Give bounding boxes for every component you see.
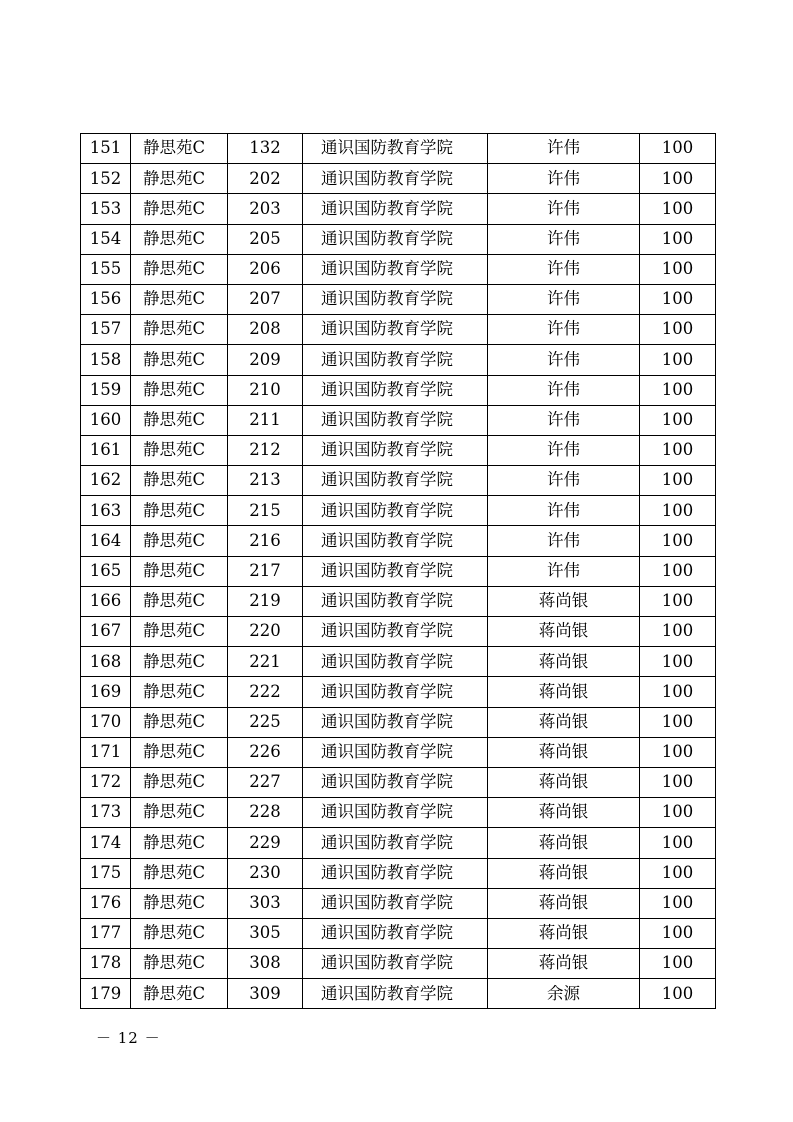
score-cell: 100	[640, 164, 716, 194]
building-cell: 静思苑C	[131, 798, 228, 828]
college-cell: 通识国防教育学院	[303, 677, 488, 707]
row-number-cell: 163	[81, 496, 131, 526]
room-number-cell: 228	[228, 798, 303, 828]
college-cell: 通识国防教育学院	[303, 526, 488, 556]
room-number-cell: 222	[228, 677, 303, 707]
room-number-cell: 202	[228, 164, 303, 194]
room-number-cell: 229	[228, 828, 303, 858]
college-cell: 通识国防教育学院	[303, 828, 488, 858]
building-cell: 静思苑C	[131, 586, 228, 616]
room-number-cell: 209	[228, 345, 303, 375]
row-number-cell: 167	[81, 617, 131, 647]
table-row	[81, 677, 716, 707]
score-cell: 100	[640, 224, 716, 254]
college-cell: 通识国防教育学院	[303, 858, 488, 888]
table-row	[81, 405, 716, 435]
college-cell: 通识国防教育学院	[303, 647, 488, 677]
college-cell: 通识国防教育学院	[303, 617, 488, 647]
table-row	[81, 194, 716, 224]
row-number-cell: 168	[81, 647, 131, 677]
row-number-cell: 169	[81, 677, 131, 707]
row-number-cell: 176	[81, 888, 131, 918]
responsible-person-cell: 蒋尚银	[488, 677, 640, 707]
college-cell: 通识国防教育学院	[303, 315, 488, 345]
score-cell: 100	[640, 647, 716, 677]
score-cell: 100	[640, 888, 716, 918]
row-number-cell: 174	[81, 828, 131, 858]
row-number-cell: 160	[81, 405, 131, 435]
building-cell: 静思苑C	[131, 647, 228, 677]
row-number-cell: 155	[81, 254, 131, 284]
building-cell: 静思苑C	[131, 707, 228, 737]
score-cell: 100	[640, 556, 716, 586]
room-number-cell: 220	[228, 617, 303, 647]
responsible-person-cell: 许伟	[488, 284, 640, 314]
room-number-cell: 308	[228, 949, 303, 979]
building-cell: 静思苑C	[131, 194, 228, 224]
table-row	[81, 888, 716, 918]
table-row	[81, 526, 716, 556]
responsible-person-cell: 许伟	[488, 466, 640, 496]
row-number-cell: 153	[81, 194, 131, 224]
score-cell: 100	[640, 526, 716, 556]
room-number-cell: 230	[228, 858, 303, 888]
score-cell: 100	[640, 949, 716, 979]
room-number-cell: 305	[228, 918, 303, 948]
table-row	[81, 254, 716, 284]
responsible-person-cell: 蒋尚银	[488, 707, 640, 737]
responsible-person-cell: 余源	[488, 979, 640, 1009]
room-number-cell: 225	[228, 707, 303, 737]
college-cell: 通识国防教育学院	[303, 918, 488, 948]
responsible-person-cell: 蒋尚银	[488, 918, 640, 948]
college-cell: 通识国防教育学院	[303, 707, 488, 737]
row-number-cell: 172	[81, 767, 131, 797]
room-number-cell: 213	[228, 466, 303, 496]
table-body	[81, 134, 716, 1009]
score-cell: 100	[640, 617, 716, 647]
college-cell: 通识国防教育学院	[303, 466, 488, 496]
responsible-person-cell: 蒋尚银	[488, 798, 640, 828]
responsible-person-cell: 许伟	[488, 435, 640, 465]
building-cell: 静思苑C	[131, 888, 228, 918]
table-row	[81, 375, 716, 405]
table-row	[81, 556, 716, 586]
table-row	[81, 918, 716, 948]
responsible-person-cell: 许伟	[488, 345, 640, 375]
room-number-cell: 212	[228, 435, 303, 465]
table-row	[81, 979, 716, 1009]
room-inspection-table	[80, 133, 716, 1009]
score-cell: 100	[640, 828, 716, 858]
score-cell: 100	[640, 707, 716, 737]
score-cell: 100	[640, 315, 716, 345]
room-number-cell: 217	[228, 556, 303, 586]
row-number-cell: 151	[81, 134, 131, 164]
college-cell: 通识国防教育学院	[303, 164, 488, 194]
page-number: － 12 －	[96, 1029, 161, 1047]
college-cell: 通识国防教育学院	[303, 405, 488, 435]
table-row	[81, 134, 716, 164]
college-cell: 通识国防教育学院	[303, 979, 488, 1009]
responsible-person-cell: 许伟	[488, 254, 640, 284]
building-cell: 静思苑C	[131, 164, 228, 194]
building-cell: 静思苑C	[131, 405, 228, 435]
building-cell: 静思苑C	[131, 134, 228, 164]
building-cell: 静思苑C	[131, 677, 228, 707]
table-row	[81, 315, 716, 345]
responsible-person-cell: 蒋尚银	[488, 737, 640, 767]
table-row	[81, 798, 716, 828]
responsible-person-cell: 许伟	[488, 315, 640, 345]
score-cell: 100	[640, 979, 716, 1009]
row-number-cell: 152	[81, 164, 131, 194]
table-row	[81, 496, 716, 526]
room-number-cell: 309	[228, 979, 303, 1009]
responsible-person-cell: 蒋尚银	[488, 828, 640, 858]
responsible-person-cell: 蒋尚银	[488, 858, 640, 888]
responsible-person-cell: 蒋尚银	[488, 617, 640, 647]
building-cell: 静思苑C	[131, 556, 228, 586]
building-cell: 静思苑C	[131, 496, 228, 526]
table-row	[81, 737, 716, 767]
college-cell: 通识国防教育学院	[303, 134, 488, 164]
row-number-cell: 173	[81, 798, 131, 828]
score-cell: 100	[640, 134, 716, 164]
row-number-cell: 158	[81, 345, 131, 375]
table-row	[81, 435, 716, 465]
responsible-person-cell: 许伟	[488, 375, 640, 405]
row-number-cell: 154	[81, 224, 131, 254]
room-number-cell: 221	[228, 647, 303, 677]
room-number-cell: 303	[228, 888, 303, 918]
room-number-cell: 205	[228, 224, 303, 254]
row-number-cell: 177	[81, 918, 131, 948]
college-cell: 通识国防教育学院	[303, 224, 488, 254]
college-cell: 通识国防教育学院	[303, 798, 488, 828]
row-number-cell: 165	[81, 556, 131, 586]
responsible-person-cell: 蒋尚银	[488, 647, 640, 677]
building-cell: 静思苑C	[131, 526, 228, 556]
score-cell: 100	[640, 858, 716, 888]
responsible-person-cell: 许伟	[488, 556, 640, 586]
room-number-cell: 207	[228, 284, 303, 314]
room-number-cell: 227	[228, 767, 303, 797]
college-cell: 通识国防教育学院	[303, 375, 488, 405]
score-cell: 100	[640, 345, 716, 375]
score-cell: 100	[640, 435, 716, 465]
row-number-cell: 166	[81, 586, 131, 616]
room-number-cell: 211	[228, 405, 303, 435]
college-cell: 通识国防教育学院	[303, 586, 488, 616]
row-number-cell: 161	[81, 435, 131, 465]
table-row	[81, 707, 716, 737]
responsible-person-cell: 蒋尚银	[488, 767, 640, 797]
table-row	[81, 224, 716, 254]
responsible-person-cell: 许伟	[488, 405, 640, 435]
row-number-cell: 179	[81, 979, 131, 1009]
building-cell: 静思苑C	[131, 918, 228, 948]
building-cell: 静思苑C	[131, 767, 228, 797]
row-number-cell: 178	[81, 949, 131, 979]
table-row	[81, 284, 716, 314]
building-cell: 静思苑C	[131, 979, 228, 1009]
score-cell: 100	[640, 767, 716, 797]
responsible-person-cell: 许伟	[488, 526, 640, 556]
college-cell: 通识国防教育学院	[303, 949, 488, 979]
building-cell: 静思苑C	[131, 949, 228, 979]
responsible-person-cell: 许伟	[488, 496, 640, 526]
building-cell: 静思苑C	[131, 466, 228, 496]
row-number-cell: 162	[81, 466, 131, 496]
college-cell: 通识国防教育学院	[303, 345, 488, 375]
college-cell: 通识国防教育学院	[303, 194, 488, 224]
building-cell: 静思苑C	[131, 345, 228, 375]
building-cell: 静思苑C	[131, 737, 228, 767]
college-cell: 通识国防教育学院	[303, 284, 488, 314]
room-number-cell: 215	[228, 496, 303, 526]
score-cell: 100	[640, 737, 716, 767]
room-number-cell: 216	[228, 526, 303, 556]
row-number-cell: 157	[81, 315, 131, 345]
responsible-person-cell: 许伟	[488, 134, 640, 164]
score-cell: 100	[640, 677, 716, 707]
responsible-person-cell: 许伟	[488, 224, 640, 254]
score-cell: 100	[640, 918, 716, 948]
college-cell: 通识国防教育学院	[303, 556, 488, 586]
score-cell: 100	[640, 194, 716, 224]
room-number-cell: 210	[228, 375, 303, 405]
room-number-cell: 132	[228, 134, 303, 164]
building-cell: 静思苑C	[131, 858, 228, 888]
table-row	[81, 647, 716, 677]
table-row	[81, 858, 716, 888]
building-cell: 静思苑C	[131, 617, 228, 647]
building-cell: 静思苑C	[131, 254, 228, 284]
score-cell: 100	[640, 586, 716, 616]
responsible-person-cell: 许伟	[488, 164, 640, 194]
room-number-cell: 219	[228, 586, 303, 616]
building-cell: 静思苑C	[131, 828, 228, 858]
college-cell: 通识国防教育学院	[303, 254, 488, 284]
row-number-cell: 164	[81, 526, 131, 556]
room-number-cell: 226	[228, 737, 303, 767]
score-cell: 100	[640, 254, 716, 284]
score-cell: 100	[640, 405, 716, 435]
college-cell: 通识国防教育学院	[303, 435, 488, 465]
responsible-person-cell: 许伟	[488, 194, 640, 224]
building-cell: 静思苑C	[131, 435, 228, 465]
room-number-cell: 203	[228, 194, 303, 224]
room-number-cell: 208	[228, 315, 303, 345]
building-cell: 静思苑C	[131, 315, 228, 345]
college-cell: 通识国防教育学院	[303, 767, 488, 797]
score-cell: 100	[640, 466, 716, 496]
table-row	[81, 345, 716, 375]
table-row	[81, 617, 716, 647]
college-cell: 通识国防教育学院	[303, 888, 488, 918]
responsible-person-cell: 蒋尚银	[488, 949, 640, 979]
table-row	[81, 767, 716, 797]
score-cell: 100	[640, 375, 716, 405]
room-number-cell: 206	[228, 254, 303, 284]
table-row	[81, 164, 716, 194]
score-cell: 100	[640, 284, 716, 314]
college-cell: 通识国防教育学院	[303, 496, 488, 526]
responsible-person-cell: 蒋尚银	[488, 586, 640, 616]
score-cell: 100	[640, 798, 716, 828]
table-row	[81, 828, 716, 858]
row-number-cell: 175	[81, 858, 131, 888]
building-cell: 静思苑C	[131, 375, 228, 405]
building-cell: 静思苑C	[131, 224, 228, 254]
table-row	[81, 949, 716, 979]
row-number-cell: 159	[81, 375, 131, 405]
row-number-cell: 171	[81, 737, 131, 767]
table-row	[81, 466, 716, 496]
row-number-cell: 156	[81, 284, 131, 314]
responsible-person-cell: 蒋尚银	[488, 888, 640, 918]
score-cell: 100	[640, 496, 716, 526]
table-row	[81, 586, 716, 616]
row-number-cell: 170	[81, 707, 131, 737]
college-cell: 通识国防教育学院	[303, 737, 488, 767]
building-cell: 静思苑C	[131, 284, 228, 314]
